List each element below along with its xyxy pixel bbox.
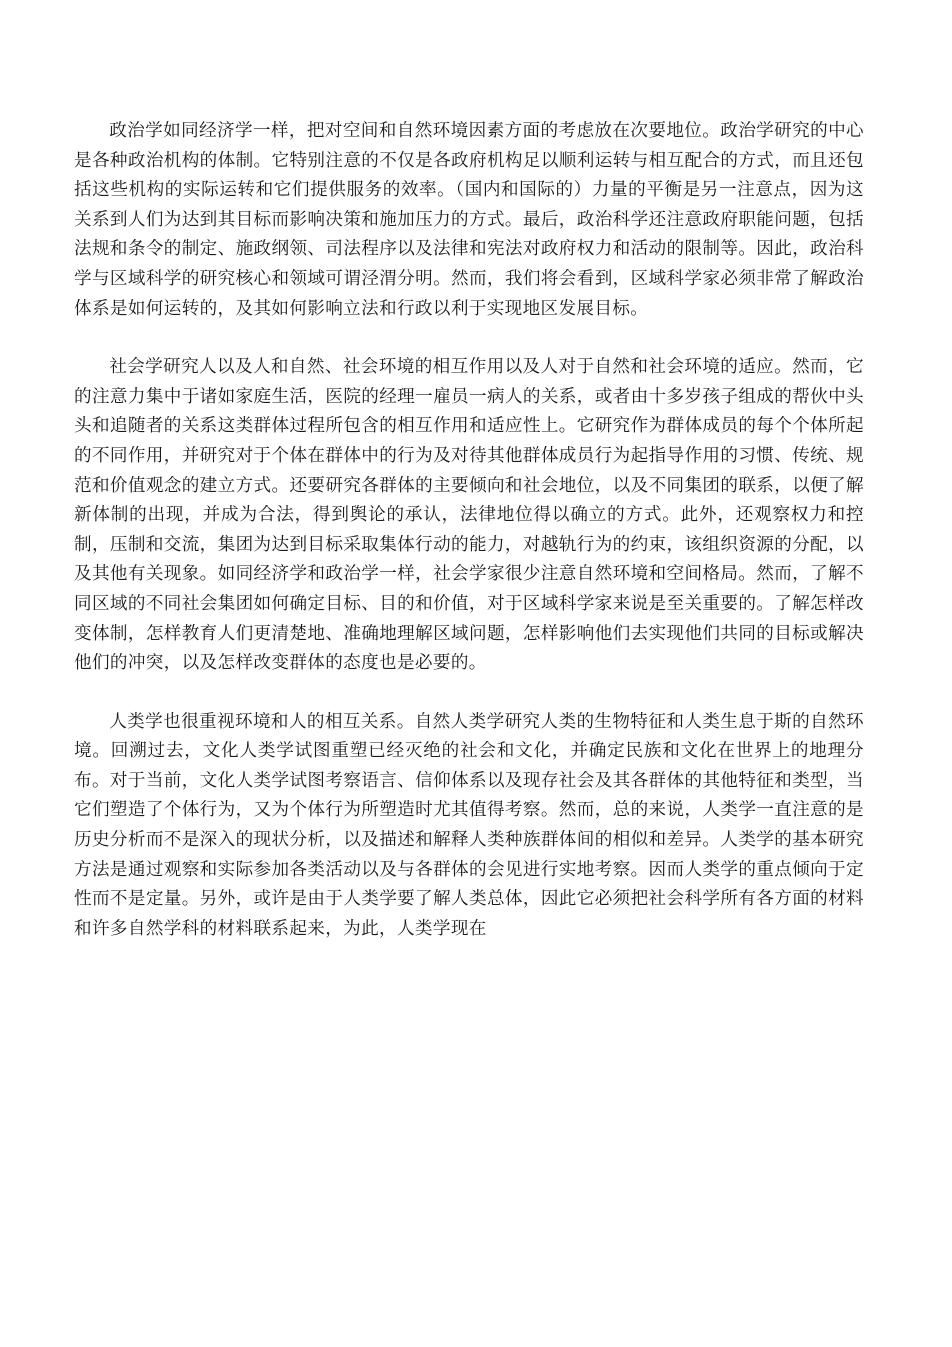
paragraph-political-science: 政治学如同经济学一样，把对空间和自然环境因素方面的考虑放在次要地位。政治学研究的中心是各种政治机构的体制。它特别注意的不仅是各政府机构足以顺利运转与相互配合的方式，而且还包括这些机构的实际运转和它们提供服务的效率。（国内和国际的）力量的平衡是另一注意点，因为这关系到人们为达到其目标而影响决策和施加压力的方式。最后，政治科学还注意政府职能问题，包括法规和条令的制定、施政纲领、司法程序以及法律和宪法对政府权力和活动的限制等。因此，政治科学与区域科学的研究核心和领域可谓泾渭分明。然而，我们将会看到，区域科学家必须非常了解政治体系是如何运转的，及其如何影响立法和行政以利于实现地区发展目标。 — [74, 121, 864, 319]
body-text — [74, 117, 864, 973]
paragraph-anthropology: 人类学也很重视环境和人的相互关系。自然人类学研究人类的生物特征和人类生息于斯的自然环境。回溯过去，文化人类学试图重塑已经灭绝的社会和文化，并确定民族和文化在世界上的地理分布。对于当前，文化人类学试图考察语言、信仰体系以及现存社会及其各群体的其他特征和类型，当它们塑造了个体行为，又为个体行为所塑造时尤其值得考察。然而，总的来说，人类学一直注意的是历史分析而不是深入的现状分析，以及描述和解释人类种族群体间的相似和差异。人类学的基本研究方法是通过观察和实际参加各类活动以及与各群体的会见进行实地考察。因而人类学的重点倾向于定性而不是定量。另外，或许是由于人类学要了解人类总体，因此它必须把社会科学所有各方面的材料和许多自然学科的材料联系起来，为此，人类学现在 — [74, 711, 864, 939]
paragraph-sociology: 社会学研究人以及人和自然、社会环境的相互作用以及人对于自然和社会环境的适应。然而，它的注意力集中于诸如家庭生活，医院的经理一雇员一病人的关系，或者由十多岁孩子组成的帮伙中头头和追随者的关系这类群体过程所包含的相互作用和适应性上。它研究作为群体成员的每个个体所起的不同作用，并研究对于个体在群体中的行为及对待其他群体成员行为起指导作用的习惯、传统、规范和价值观念的建立方式。还要研究各群体的主要倾向和社会地位，以及不同集团的联系，以便了解新体制的出现，并成为合法，得到舆论的承认，法律地位得以确立的方式。此外，还观察权力和控制，压制和交流，集团为达到目标采取集体行动的能力，对越轨行为的约束，该组织资源的分配，以及其他有关现象。如同经济学和政治学一样，社会学家很少注意自然环境和空间格局。然而，了解不同区域的不同社会集团如何确定目标、目的和价值，对于区域科学家来说是至关重要的。了解怎样改变体制，怎样教育人们更清楚地、准确地理解区域问题，怎样影响他们去实现他们共同的目标或解决他们的冲突，以及怎样改变群体的态度也是必要的。 — [74, 357, 864, 674]
